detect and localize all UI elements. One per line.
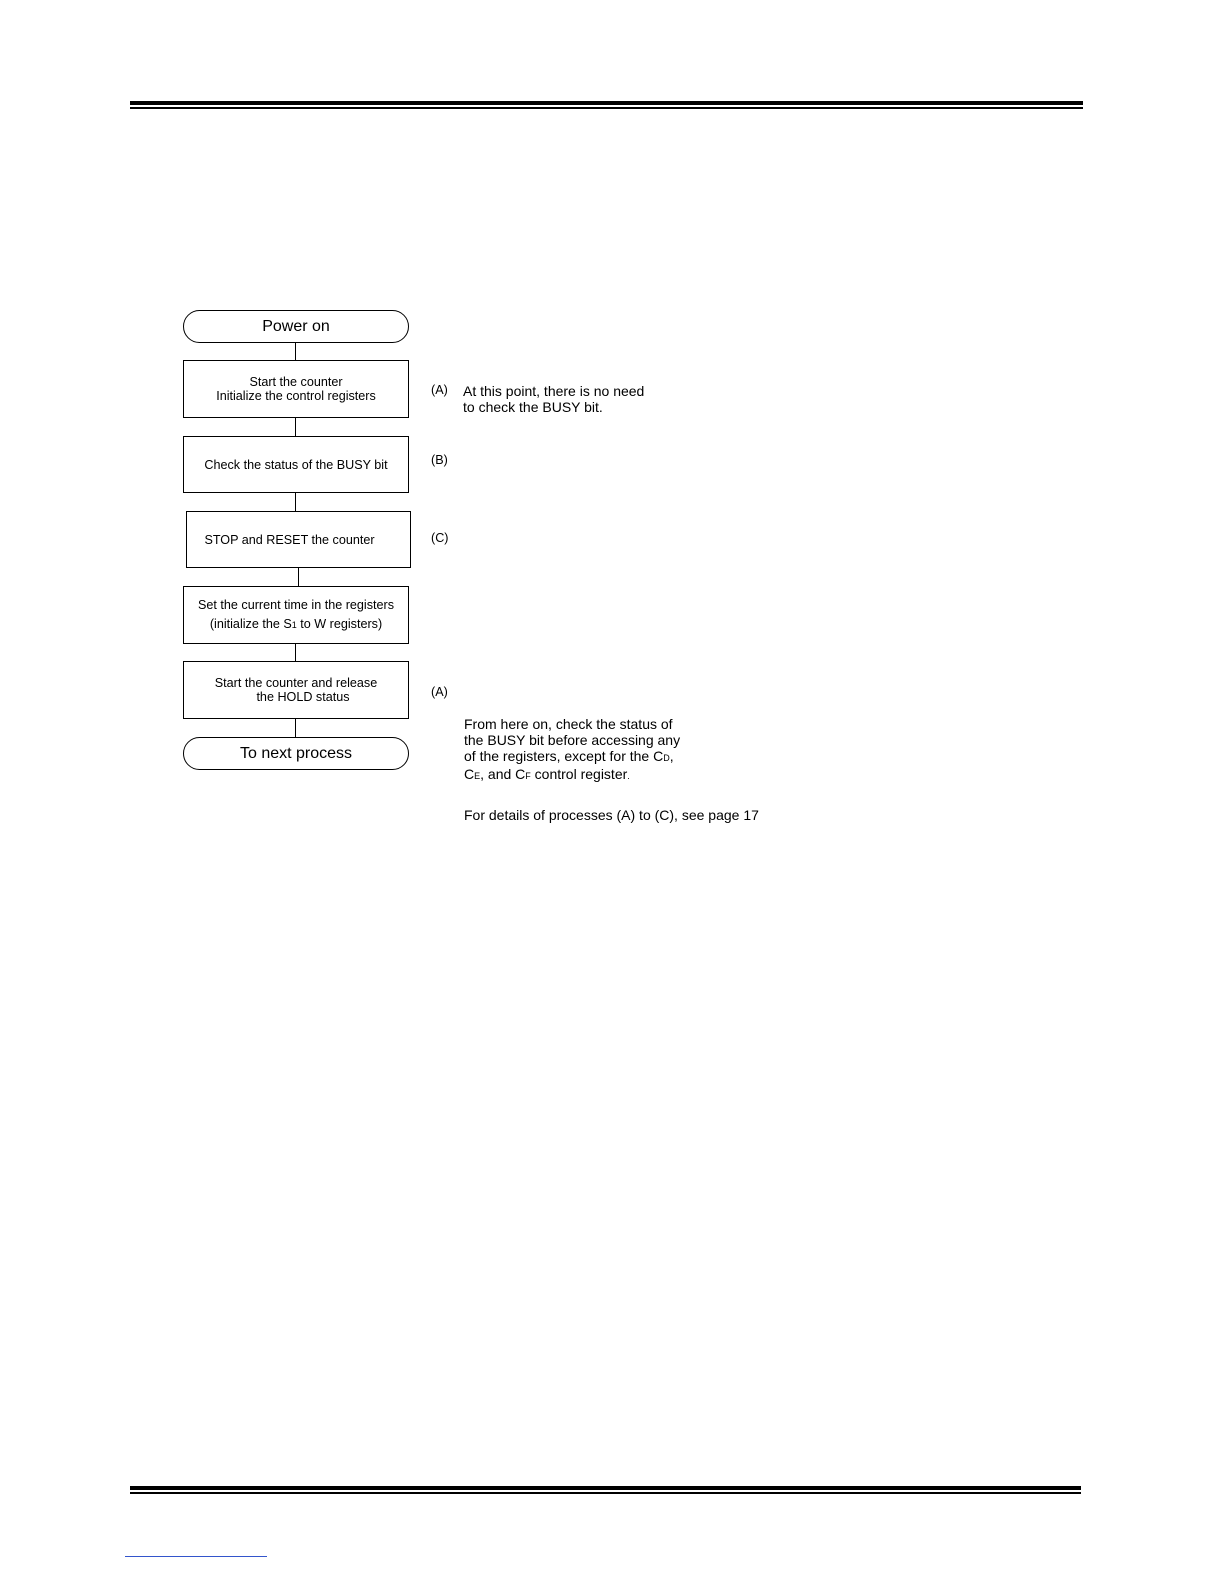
tag-b: (B) [431, 453, 448, 467]
step-4-line-2-sub: 1 [291, 619, 297, 630]
busy-note-line-4-sub2: F [525, 771, 531, 781]
busy-check-note [464, 716, 764, 784]
busy-note-line-4-d: . [627, 771, 630, 781]
busy-note-line-3 [464, 748, 764, 766]
step-set-time [183, 586, 409, 644]
step-4-line-2-b: to W registers) [296, 616, 383, 631]
busy-note-line-3-a: of the registers, except for the C [464, 748, 664, 764]
end-label: To next process [239, 744, 353, 762]
busy-note-line-4-b: , and C [480, 766, 526, 782]
note-a-line-2: to check the BUSY bit. [463, 399, 603, 415]
busy-note-line-1: From here on, check the status of [464, 716, 673, 732]
step-2-line-1: Check the status of the BUSY bit [204, 457, 388, 472]
connector-4 [298, 567, 299, 586]
step-4-line-2-a: (initialize the S [209, 616, 292, 631]
note-a-line-1: At this point, there is no need [463, 383, 645, 399]
step-1-line-1: Start the counter [249, 375, 343, 389]
connector-5 [295, 643, 296, 661]
start-label: Power on [262, 317, 330, 335]
step-1-line-2: Initialize the control registers [216, 389, 376, 403]
busy-note-line-4-a: C [464, 766, 475, 782]
connector-6 [295, 718, 296, 737]
step-start-counter [183, 360, 409, 418]
step-3-line-1: STOP and RESET the counter [204, 532, 375, 547]
connector-2 [295, 417, 296, 436]
step-5-line-1: Start the counter and release [214, 676, 378, 690]
step-release-hold [183, 661, 409, 719]
details-note: For details of processes (A) to (C), see page 17 [464, 807, 759, 823]
step-stop-reset [186, 511, 411, 568]
tag-a-first: (A) [431, 383, 448, 397]
start-terminal [183, 310, 409, 343]
connector-3 [295, 492, 296, 511]
step-5-line-2: the HOLD status [256, 690, 350, 704]
busy-note-line-3-b: , [669, 748, 674, 764]
step-4-line-2 [210, 615, 382, 635]
busy-note-line-4 [464, 766, 764, 784]
busy-note-line-4-c: control register [530, 766, 628, 782]
busy-note-line-4-sub1: E [474, 771, 481, 781]
tag-a-second: (A) [431, 685, 448, 699]
busy-note-line-2: the BUSY bit before accessing any [464, 732, 681, 748]
step-check-busy [183, 436, 409, 493]
busy-note-line-3-sub: D [663, 753, 670, 763]
end-terminal [183, 737, 409, 770]
step-4-line-1: Set the current time in the registers [198, 597, 394, 612]
tag-c: (C) [431, 531, 449, 545]
connector-1 [295, 342, 296, 360]
